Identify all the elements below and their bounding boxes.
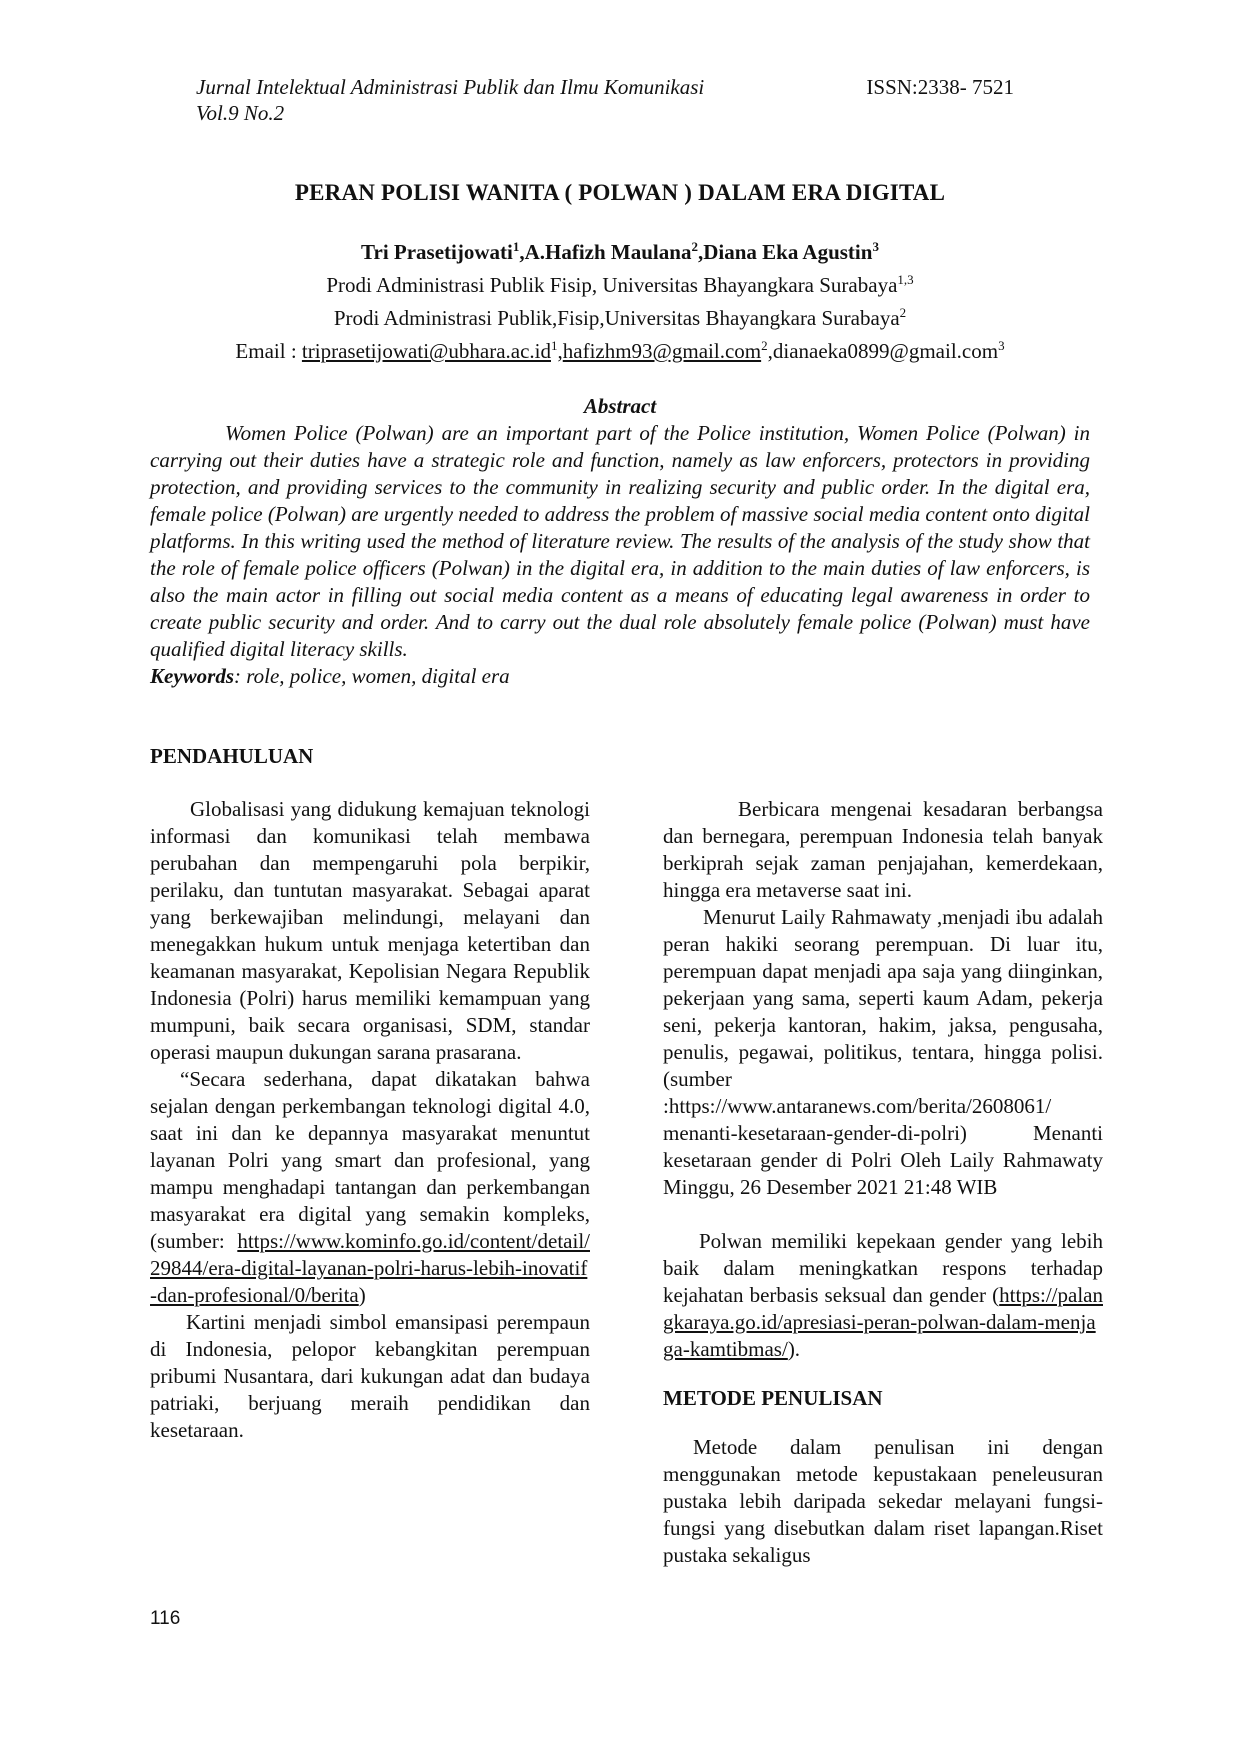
right-paragraph-1: Berbicara mengenai kesadaran berbangsa dan bernegara, perempuan Indonesia telah banyak berkiprah sejak zaman penjajahan, kemerdekaan, hingga era metaverse saat ini.	[663, 797, 1103, 902]
email-3: dianaeka0899@gmail.com	[772, 339, 999, 363]
affiliation-1-text: Prodi Administrasi Publik Fisip, Universitas Bhayangkara Surabaya	[326, 273, 898, 297]
email-label: Email :	[235, 339, 302, 363]
email-2-link[interactable]: hafizhm93@gmail.com	[562, 339, 762, 363]
affiliation-1-sup: 1,3	[897, 272, 914, 287]
right-paragraph-3-text: Polwan memiliki kepekaan gender yang lebih baik dalam meningkatkan respons terhadap kejahatan berbasis seksual dan gender (	[663, 1229, 1103, 1307]
left-paragraph-1: Globalisasi yang didukung kemajuan teknologi informasi dan komunikasi telah membawa perubahan dan mempengaruhi pola berpikir, perilaku, dan tuntutan masyarakat. Sebagai aparat yang berkewajiban melindungi, melayani dan menegakkan hukum untuk menjaga ketertiban dan keamanan masyarakat, Kepolisian Negara Republik Indonesia (Polri) harus memiliki kemampuan yang mumpuni, baik secara organisasi, SDM, standar operasi maupun dukungan sarana prasarana.	[150, 797, 590, 1064]
email-3-sup: 3	[998, 338, 1005, 353]
palangkaraya-link[interactable]: https://palangkaraya.go.id/apresiasi-peran-polwan-dalam-menjaga-kamtibmas/	[663, 1283, 1103, 1361]
left-paragraph-3: Kartini menjadi simbol emansipasi perempaun di Indonesia, pelopor kebangkitan perempuan pribumi Nusantara, dari kukungan adat dan budaya patriaki, berjuang meraih pendidikan dan kesetaraan.	[150, 1310, 590, 1442]
email-1-sup: 1	[551, 338, 558, 353]
right-paragraph-4: Metode dalam penulisan ini dengan menggunakan metode kepustakaan peneleusuran pustaka lebih daripada sekedar melayani fungsi-fungsi yang disebutkan dalam riset lapangan.Riset pustaka sekaligus	[663, 1435, 1103, 1567]
author-3: ,Diana Eka Agustin	[697, 240, 873, 264]
keywords-label: Keywords	[150, 664, 234, 688]
abstract-section	[150, 393, 1090, 690]
right-paragraph-3	[663, 1228, 1103, 1363]
issn: ISSN:2338- 7521	[866, 75, 1014, 99]
left-paragraph-2-text: “Secara sederhana, dapat dikatakan bahwa sejalan dengan perkembangan teknologi digital 4.0, saat ini dan ke depannya masyarakat menuntut layanan Polri yang smart dan profesional, yang mampu menghadapi tantangan dan perkembangan masyarakat era digital yang semakin kompleks, (sumber:	[150, 1067, 590, 1253]
author-block	[0, 233, 1240, 365]
keywords-text: : role, police, women, digital era	[234, 664, 510, 688]
volume-issue: Vol.9 No.2	[196, 101, 285, 125]
abstract-heading: Abstract	[583, 394, 657, 418]
affiliation-2-sup: 2	[899, 305, 907, 320]
section-heading-metode: METODE PENULISAN	[663, 1386, 883, 1410]
email-2-sup: 2	[761, 338, 768, 353]
email-line: Email : $triprasetijowati@ubhara.ac.id^1,hafizhm93@gmail.com^2,dianaeka0899@gmail.com^3$	[235, 338, 1005, 363]
right-paragraph-3-end: ).	[787, 1337, 801, 1361]
kominfo-link[interactable]: https://www.kominfo.go.id/content/detail/29844/era-digital-layanan-polri-harus-lebih-inovatif-dan-profesional/0/berita	[150, 1229, 590, 1307]
author-names	[0, 233, 1240, 266]
author-2-sup: 2	[691, 239, 698, 254]
left-column	[150, 796, 590, 1444]
left-paragraph-2-end: )	[358, 1283, 366, 1307]
email-1-link[interactable]: triprasetijowati@ubhara.ac.id	[301, 339, 551, 363]
author-1-sup: 1	[512, 239, 520, 254]
running-header	[196, 74, 1016, 126]
affiliation-2-text: Prodi Administrasi Publik,Fisip,Universitas Bhayangkara Surabaya	[333, 306, 900, 330]
page-number: 116	[150, 1608, 181, 1629]
section-heading-pendahuluan: PENDAHULUAN	[150, 744, 314, 768]
author-3-sup: 3	[872, 239, 879, 254]
author-1: Tri Prasetijowati	[361, 240, 513, 264]
paper-title: PERAN POLISI WANITA ( POLWAN ) DALAM ERA DIGITAL	[294, 180, 946, 205]
right-paragraph-2: Menurut Laily Rahmawaty ,menjadi ibu adalah peran hakiki seorang perempuan. Di luar itu, perempuan dapat menjadi apa saja yang diinginkan, pekerjaan yang sama, seperti kaum Adam, pekerja seni, pekerja kantoran, hakim, jaksa, pengusaha, penulis, pegawai, politikus, tentara, hingga polisi. (sumber :https://www.antaranews.com/berita/2608061/ menanti-kesetaraan-gender-di-polri) Menanti kesetaraan gender di Polri Oleh Laily Rahmawaty Minggu, 26 Desember 2021 21:48 WIB	[663, 905, 1103, 1199]
left-paragraph-2	[150, 1066, 590, 1309]
abstract-body: Women Police (Polwan) are an important part of the Police institution, Women Police (Polwan) in carrying out their duties have a strategic role and function, namely as law enforcers, protectors in providing protection, and providing services to the community in realizing security and public order. In the digital era, female police (Polwan) are urgently needed to address the problem of massive social media content onto digital platforms. In this writing used the method of literature review. The results of the analysis of the study show that the role of female police officers (Polwan) in the digital era, in addition to the main duties of law enforcers, is also the main actor in filling out social media content as a means of educating legal awareness in order to create public security and order. And to carry out the dual role absolutely female police (Polwan) must have qualified digital literacy skills.	[150, 421, 1090, 661]
affiliation-1	[0, 266, 1240, 299]
right-column	[663, 796, 1103, 1569]
author-2: ,A.Hafizh Maulana	[519, 240, 692, 264]
affiliation-2	[0, 299, 1240, 332]
keywords-line	[150, 663, 1090, 690]
journal-name: Jurnal Intelektual Administrasi Publik dan Ilmu Komunikasi	[196, 75, 705, 99]
